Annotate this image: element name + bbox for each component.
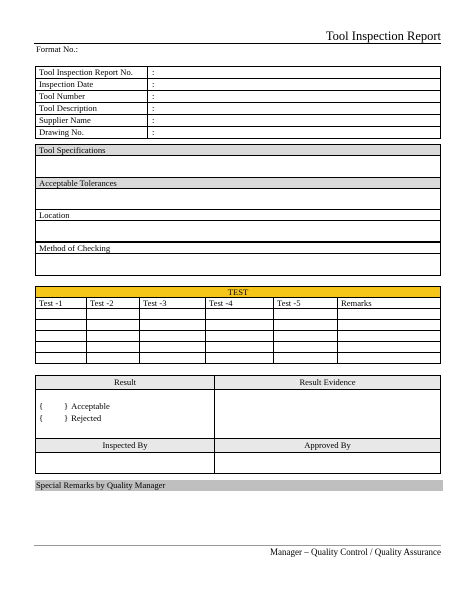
result-evidence-header: Result Evidence	[215, 376, 441, 390]
approved-by-field[interactable]	[215, 453, 441, 474]
test-cell[interactable]	[274, 353, 338, 364]
test-cell[interactable]	[338, 331, 441, 342]
info-label: Tool Inspection Report No.	[36, 67, 148, 79]
section-location	[35, 209, 441, 242]
approved-by-header: Approved By	[215, 439, 441, 453]
test-cell[interactable]	[274, 331, 338, 342]
test-column-header: Test -5	[274, 298, 338, 309]
test-cell[interactable]	[140, 353, 206, 364]
test-cell[interactable]	[87, 331, 140, 342]
test-cell[interactable]	[36, 309, 87, 320]
test-row	[36, 309, 441, 320]
info-value-field[interactable]: :	[148, 67, 441, 79]
inspected-by-header: Inspected By	[36, 439, 215, 453]
test-cell[interactable]	[338, 309, 441, 320]
section-header: Method of Checking	[35, 242, 441, 254]
footer-divider	[34, 545, 441, 546]
test-header-row	[36, 298, 441, 309]
info-label: Tool Number	[36, 91, 148, 103]
section-header: Location	[35, 209, 441, 221]
info-label: Supplier Name	[36, 115, 148, 127]
checkbox-bracket-close: }	[64, 401, 69, 411]
result-evidence-field[interactable]	[215, 390, 441, 439]
test-cell[interactable]	[274, 320, 338, 331]
test-cell[interactable]	[140, 331, 206, 342]
test-cell[interactable]	[36, 342, 87, 353]
info-row-tool-number	[36, 91, 441, 103]
option-label: Rejected	[71, 413, 102, 423]
test-cell[interactable]	[87, 309, 140, 320]
tool-info-table	[35, 66, 441, 139]
checkbox-bracket-close: }	[64, 413, 69, 423]
info-label: Tool Description	[36, 103, 148, 115]
result-options	[36, 390, 215, 439]
section-method-of-checking	[35, 242, 441, 276]
test-row	[36, 331, 441, 342]
test-table-title: TEST	[36, 287, 441, 298]
test-row	[36, 320, 441, 331]
test-cell[interactable]	[140, 320, 206, 331]
test-cell[interactable]	[36, 353, 87, 364]
test-cell[interactable]	[140, 309, 206, 320]
info-value-field[interactable]: :	[148, 91, 441, 103]
test-cell[interactable]	[87, 320, 140, 331]
test-column-header: Remarks	[338, 298, 441, 309]
test-row	[36, 342, 441, 353]
test-cell[interactable]	[87, 353, 140, 364]
test-table	[35, 286, 441, 364]
test-cell[interactable]	[206, 353, 274, 364]
result-table	[35, 375, 441, 474]
test-column-header: Test -1	[36, 298, 87, 309]
test-cell[interactable]	[87, 342, 140, 353]
info-label: Inspection Date	[36, 79, 148, 91]
test-column-header: Test -3	[140, 298, 206, 309]
test-cell[interactable]	[338, 320, 441, 331]
test-column-header: Test -4	[206, 298, 274, 309]
info-row-drawing-no	[36, 127, 441, 139]
test-cell[interactable]	[206, 331, 274, 342]
section-header: Acceptable Tolerances	[35, 177, 441, 189]
test-cell[interactable]	[338, 353, 441, 364]
title-divider	[34, 43, 441, 44]
checkbox-bracket-open: {	[39, 401, 44, 411]
test-cell[interactable]	[36, 320, 87, 331]
section-input-area[interactable]	[35, 221, 441, 242]
section-tool-specifications	[35, 144, 441, 178]
info-row-inspection-date	[36, 79, 441, 91]
info-value-field[interactable]: :	[148, 79, 441, 91]
footer-signature-line: Manager – Quality Control / Quality Assurance	[270, 547, 441, 557]
test-cell[interactable]	[36, 331, 87, 342]
result-header: Result	[36, 376, 215, 390]
test-row	[36, 353, 441, 364]
test-cell[interactable]	[140, 342, 206, 353]
section-acceptable-tolerances	[35, 177, 441, 210]
section-input-area[interactable]	[35, 254, 441, 276]
info-label: Drawing No.	[36, 127, 148, 139]
option-rejected[interactable]	[39, 412, 211, 424]
section-header: Tool Specifications	[35, 144, 441, 156]
section-input-area[interactable]	[35, 156, 441, 178]
info-value-field[interactable]: :	[148, 115, 441, 127]
info-row-report-no	[36, 67, 441, 79]
test-cell[interactable]	[338, 342, 441, 353]
info-value-field[interactable]: :	[148, 127, 441, 139]
test-cell[interactable]	[274, 309, 338, 320]
option-acceptable[interactable]	[39, 400, 211, 412]
test-cell[interactable]	[206, 342, 274, 353]
test-column-header: Test -2	[87, 298, 140, 309]
report-title: Tool Inspection Report	[325, 29, 441, 43]
info-row-tool-description	[36, 103, 441, 115]
info-value-field[interactable]: :	[148, 103, 441, 115]
special-remarks-bar: Special Remarks by Quality Manager	[35, 480, 443, 491]
test-cell[interactable]	[274, 342, 338, 353]
checkbox-bracket-open: {	[39, 413, 44, 423]
section-input-area[interactable]	[35, 189, 441, 210]
test-cell[interactable]	[206, 309, 274, 320]
option-label: Acceptable	[71, 401, 110, 411]
inspected-by-field[interactable]	[36, 453, 215, 474]
format-number-label: Format No.:	[36, 44, 79, 54]
info-row-supplier-name	[36, 115, 441, 127]
test-cell[interactable]	[206, 320, 274, 331]
